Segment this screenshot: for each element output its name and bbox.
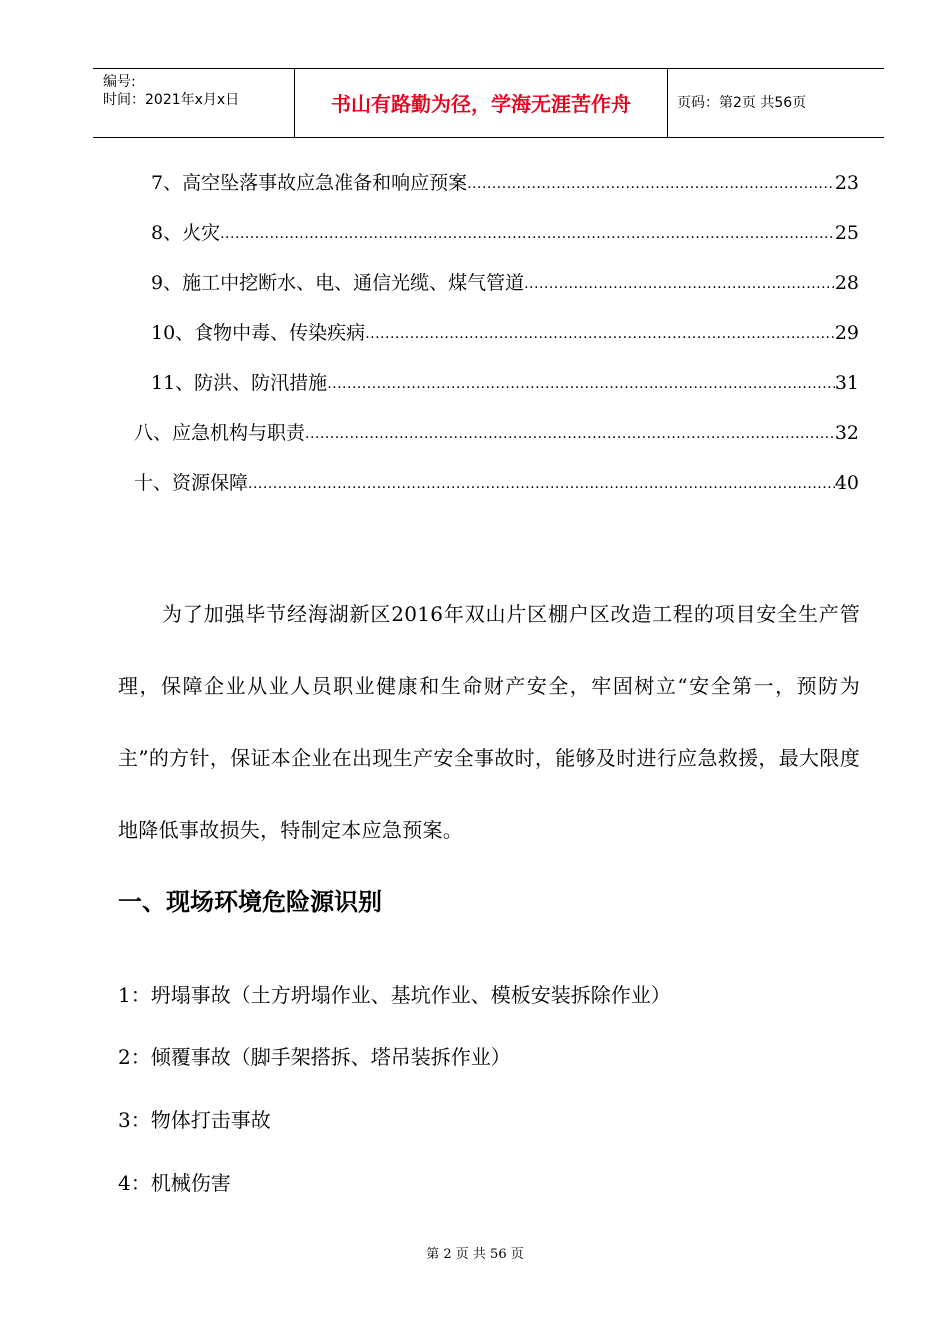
toc-entry-page: 23	[834, 172, 859, 194]
toc-entry[interactable]	[151, 166, 859, 196]
hazard-item: 4：机械伤害	[118, 1171, 231, 1195]
toc-entry-page: 28	[834, 272, 859, 294]
toc-entry-label: 7、高空坠落事故应急准备和响应预案	[151, 172, 468, 194]
toc-leader-dots	[467, 174, 835, 194]
hazard-item: 3：物体打击事故	[118, 1108, 271, 1132]
page-footer: 第 2 页 共 56 页	[426, 1247, 524, 1262]
toc-entry-page: 29	[834, 322, 859, 344]
toc-entry-label: 9、施工中挖断水、电、通信光缆、煤气管道	[151, 272, 525, 294]
time-label: 时间：2021年x月x日	[103, 92, 240, 108]
toc-leader-dots	[365, 324, 835, 344]
toc-entry-label: 10、食物中毒、传染疾病	[151, 322, 366, 344]
toc-entry-page: 31	[834, 372, 859, 394]
toc-entry-label: 11、防洪、防汛措施	[151, 372, 328, 394]
toc-entry[interactable]	[151, 316, 859, 346]
header-divider	[667, 69, 668, 137]
section-heading: 一、现场环境危险源识别	[118, 888, 382, 916]
toc-entry[interactable]	[151, 266, 859, 296]
page-header	[93, 68, 884, 138]
serial-label: 编号:	[103, 74, 136, 90]
toc-entry-label: 8、火灾	[151, 222, 221, 244]
header-page-info: 页码：第2页 共56页	[677, 95, 807, 111]
toc-leader-dots	[248, 474, 835, 494]
toc-leader-dots	[305, 424, 835, 444]
intro-paragraph: 为了加强毕节经海湖新区2016年双山片区棚户区改造工程的项目安全生产管理，保障企业从业人员职业健康和生命财产安全，牢固树立“安全第一，预防为主”的方针，保证本企业在出现生产安全事故时，能够及时进行应急救援，最大限度地降低事故损失，特制定本应急预案。	[118, 602, 860, 842]
toc-leader-dots	[327, 374, 835, 394]
toc-entry-page: 40	[834, 472, 859, 494]
toc-entry-page: 25	[834, 222, 859, 244]
toc-entry-label: 八、应急机构与职责	[134, 422, 306, 444]
toc-entry[interactable]	[151, 216, 859, 246]
hazard-item: 1：坍塌事故（土方坍塌作业、基坑作业、模板安装拆除作业）	[118, 983, 671, 1007]
toc-entry-label: 十、资源保障	[134, 472, 249, 494]
toc-entry[interactable]	[151, 366, 859, 396]
toc-entry[interactable]	[134, 466, 859, 496]
header-motto: 书山有路勤为径，学海无涯苦作舟	[331, 92, 631, 116]
toc-entry[interactable]	[134, 416, 859, 446]
hazard-item: 2：倾覆事故（脚手架搭拆、塔吊装拆作业）	[118, 1045, 511, 1069]
toc-leader-dots	[220, 224, 835, 244]
toc-leader-dots	[524, 274, 835, 294]
header-meta	[103, 73, 239, 109]
toc-entry-page: 32	[834, 422, 859, 444]
